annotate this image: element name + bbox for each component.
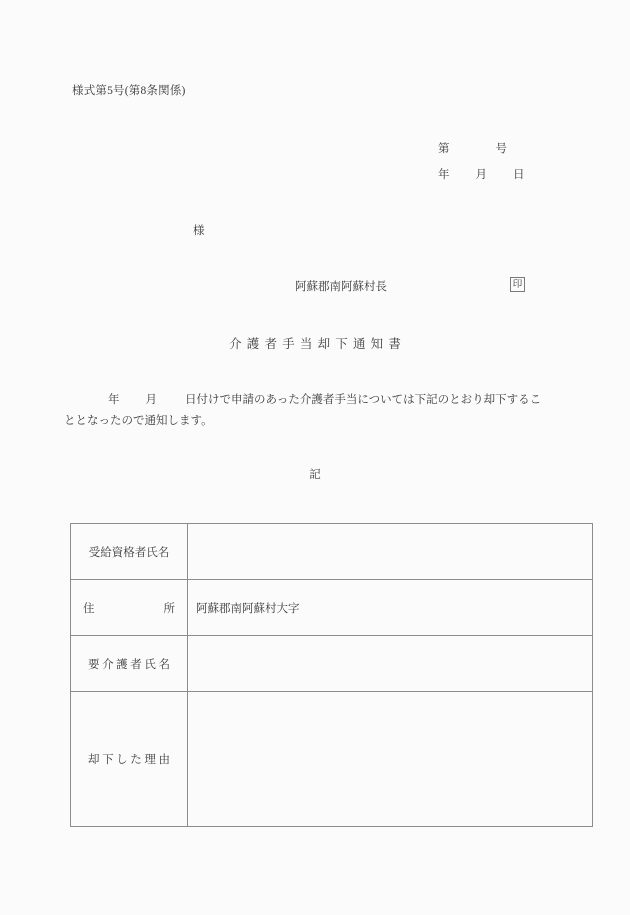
document-title: 介護者手当却下通知書	[229, 337, 407, 351]
table-row	[71, 636, 593, 692]
row-value-recipient-name[interactable]	[188, 524, 593, 580]
row-value-rejection-reason[interactable]	[188, 692, 593, 827]
body-month-label: 月	[145, 394, 157, 406]
document-number-line	[438, 140, 507, 156]
body-text-rest: 日付けで申請のあった介護者手当については下記のとおり却下するこ	[185, 394, 542, 406]
detail-table	[70, 523, 593, 827]
document-number-prefix: 第	[438, 143, 450, 155]
row-label-address-inner	[79, 600, 179, 616]
document-date-line	[438, 166, 525, 182]
row-label-address-part2: 所	[163, 602, 175, 615]
form-number: 様式第5号(第8条関係)	[72, 85, 186, 97]
kiji-marker: 記	[309, 469, 321, 481]
body-paragraph-line-1	[72, 391, 541, 407]
row-value-care-recipient-name[interactable]	[188, 636, 593, 692]
row-label-recipient-name: 受給資格者氏名	[71, 524, 188, 580]
body-year-label: 年	[108, 394, 120, 406]
body-paragraph-line-2: ととなったので通知します。	[64, 415, 213, 427]
date-month-label: 月	[475, 169, 487, 181]
row-label-address	[71, 580, 188, 636]
table-row	[71, 692, 593, 827]
row-label-address-part1: 住	[83, 602, 95, 615]
row-label-rejection-reason: 却下した理由	[71, 692, 188, 827]
row-label-care-recipient-name: 要介護者氏名	[71, 636, 188, 692]
table-row	[71, 524, 593, 580]
date-year-label: 年	[438, 169, 450, 181]
issuer-name: 阿蘇郡南阿蘇村長	[295, 281, 387, 293]
document-number-suffix: 号	[495, 143, 507, 155]
seal-stamp-box: 印	[510, 277, 525, 292]
addressee-honorific: 様	[193, 225, 205, 237]
table-row	[71, 580, 593, 636]
date-day-label: 日	[513, 169, 525, 181]
row-value-address[interactable]: 阿蘇郡南阿蘇村大字	[188, 580, 593, 636]
